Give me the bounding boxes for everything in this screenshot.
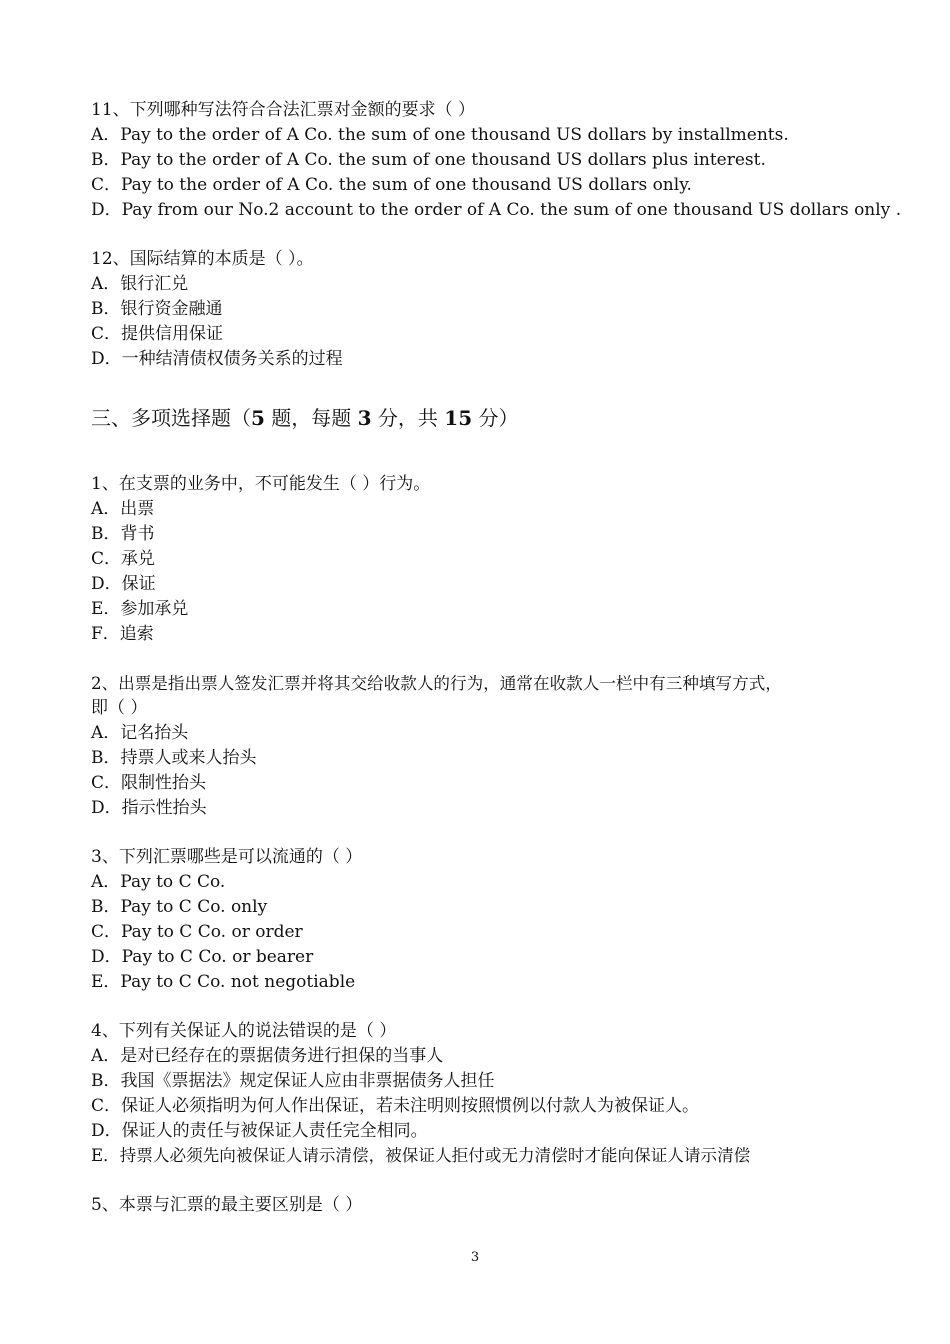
- mc-question-4-option-e: E．持票人必须先向被保证人请示清偿，被保证人拒付或无力清偿时才能向保证人请示清偿: [91, 1146, 751, 1165]
- question-11-stem: 11、下列哪种写法符合合法汇票对金额的要求（ ）: [91, 100, 476, 120]
- mc-question-2-option-a: A．记名抬头: [91, 723, 189, 743]
- mc-question-4-option-c: C．保证人必须指明为何人作出保证，若未注明则按照惯例以付款人为被保证人。: [91, 1096, 700, 1116]
- mc-question-2-option-c: C．限制性抬头: [91, 773, 207, 793]
- question-11-option-b: B．Pay to the order of A Co. the sum of one thousand US dollars plus interest.: [91, 150, 766, 170]
- mc-question-2-option-b: B．持票人或来人抬头: [91, 748, 257, 768]
- mc-question-3-option-e: E．Pay to C Co. not negotiable: [91, 972, 356, 992]
- mc-question-1-option-e: E．参加承兑: [91, 599, 189, 619]
- question-12-option-c: C．提供信用保证: [91, 324, 224, 344]
- section-heading: [91, 405, 518, 431]
- mc-question-4-option-b: B．我国《票据法》规定保证人应由非票据债务人担任: [91, 1071, 495, 1091]
- mc-question-4-option-a: A．是对已经存在的票据债务进行担保的当事人: [91, 1046, 444, 1066]
- mc-question-1-stem: 1、在支票的业务中，不可能发生（ ）行为。: [91, 474, 431, 494]
- mc-question-2-stem-line1: 2、出票是指出票人签发汇票并将其交给收款人的行为，通常在收款人一栏中有三种填写方式，: [91, 674, 782, 693]
- mc-question-2-stem-line2: 即（ ）: [91, 698, 148, 718]
- question-12-stem: 12、国际结算的本质是（ ）。: [91, 249, 314, 269]
- question-12-option-d: D．一种结清债权债务关系的过程: [91, 349, 343, 369]
- question-11-option-a: A．Pay to the order of A Co. the sum of one thousand US dollars by installments.: [91, 125, 789, 145]
- mc-question-3-option-a: A．Pay to C Co.: [91, 872, 226, 892]
- mc-question-3-option-c: C．Pay to C Co. or order: [91, 922, 303, 942]
- question-11-option-c: C．Pay to the order of A Co. the sum of one thousand US dollars only.: [91, 175, 692, 195]
- section-heading-part1: 三、多项选择题（: [91, 406, 251, 430]
- mc-question-2-option-d: D．指示性抬头: [91, 798, 207, 818]
- mc-question-1-option-f: F．追索: [91, 624, 154, 644]
- section-heading-part3: 分，共: [371, 406, 445, 430]
- mc-question-1-option-c: C．承兑: [91, 549, 156, 569]
- section-heading-count: 5: [251, 406, 265, 430]
- section-heading-points-each: 3: [357, 406, 372, 430]
- question-11-option-d: D．Pay from our No.2 account to the order of A Co. the sum of one thousand US dollars only .: [91, 200, 902, 220]
- mc-question-3-stem: 3、下列汇票哪些是可以流通的（ ）: [91, 847, 363, 867]
- page-number: 3: [470, 1250, 480, 1265]
- mc-question-1-option-a: A．出票: [91, 499, 155, 519]
- mc-question-4-option-d: D．保证人的责任与被保证人责任完全相同。: [91, 1121, 428, 1141]
- section-heading-part2: 题，每题: [264, 406, 358, 430]
- mc-question-5-stem: 5、本票与汇票的最主要区别是（ ）: [91, 1195, 363, 1215]
- mc-question-1-option-d: D．保证: [91, 574, 156, 594]
- mc-question-1-option-b: B．背书: [91, 524, 155, 544]
- section-heading-part4: 分）: [472, 406, 519, 430]
- mc-question-3-option-d: D．Pay to C Co. or bearer: [91, 947, 314, 967]
- mc-question-4-stem: 4、下列有关保证人的说法错误的是（ ）: [91, 1021, 397, 1041]
- question-12-option-a: A．银行汇兑: [91, 274, 189, 294]
- section-heading-total: 15: [444, 406, 473, 430]
- mc-question-3-option-b: B．Pay to C Co. only: [91, 897, 268, 917]
- question-12-option-b: B．银行资金融通: [91, 299, 223, 319]
